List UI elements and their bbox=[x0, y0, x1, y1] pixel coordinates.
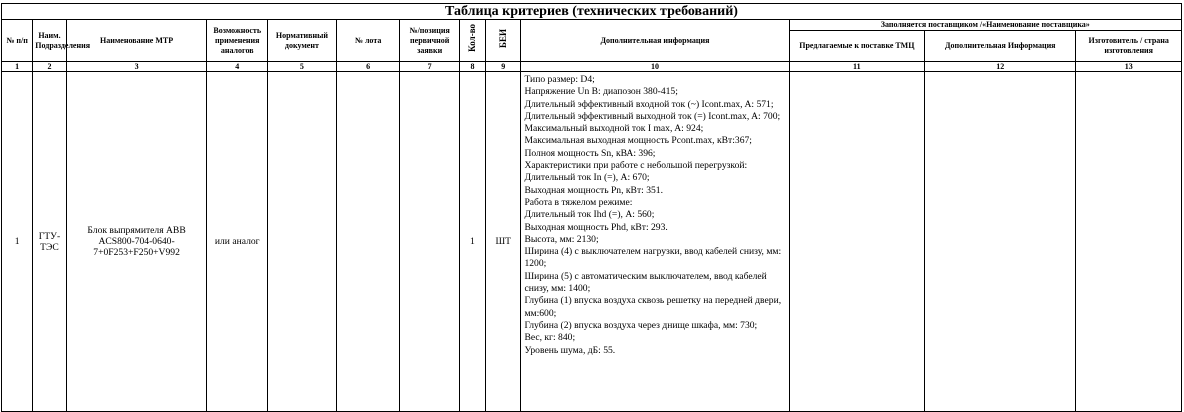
row-supplier-info[interactable] bbox=[925, 72, 1076, 412]
row-analogs: или аналог bbox=[207, 72, 268, 412]
row-num: 1 bbox=[2, 72, 33, 412]
header-division: Наим. Подразделения bbox=[33, 20, 66, 62]
column-number: 7 bbox=[400, 62, 459, 72]
column-number: 1 bbox=[2, 62, 33, 72]
row-qty: 1 bbox=[459, 72, 485, 412]
header-analogs: Возможность применения аналогов bbox=[207, 20, 268, 62]
column-number: 11 bbox=[789, 62, 925, 72]
info-line: Длительный ток In (=), А: 670; bbox=[524, 172, 650, 184]
row-position bbox=[400, 72, 459, 412]
column-numbers-row bbox=[2, 62, 1182, 72]
info-line: Выходная мощность Phd, кВт: 293. bbox=[524, 221, 668, 233]
column-number: 12 bbox=[925, 62, 1076, 72]
column-number: 9 bbox=[485, 62, 520, 72]
table-row bbox=[2, 72, 1182, 412]
row-additional-info bbox=[521, 72, 789, 412]
row-division: ГТУ-ТЭС bbox=[33, 72, 66, 412]
column-number: 6 bbox=[336, 62, 400, 72]
header-qty: Кол-во bbox=[467, 24, 478, 52]
info-line: Характеристики при работе с небольшой перегрузкой: bbox=[524, 160, 748, 172]
column-number: 13 bbox=[1076, 62, 1182, 72]
row-lot bbox=[336, 72, 400, 412]
column-number: 3 bbox=[66, 62, 207, 72]
info-line: Ширина (5) с автоматическим выключателем, ввод кабелей снизу, мм: 1400; bbox=[524, 270, 767, 295]
criteria-table bbox=[1, 3, 1182, 412]
info-line: Напряжение Un B: диапозон 380-415; bbox=[524, 86, 678, 98]
header-additional: Дополнительная информация bbox=[521, 20, 789, 62]
row-proposed[interactable] bbox=[789, 72, 925, 412]
column-number: 5 bbox=[267, 62, 336, 72]
header-manufacturer: Изготовитель / страна изготовления bbox=[1076, 31, 1182, 62]
header-proposed: Предлагаемые к поставке ТМЦ bbox=[789, 31, 925, 62]
row-mtr-name: Блок выпрямителя ABB ACS800-704-0640-7+0F253+F250+V992 bbox=[66, 72, 207, 412]
info-line: Глубина (2) впуска воздуха через днище шкафа, мм: 730; bbox=[524, 319, 758, 331]
info-line: Работа в тяжелом режиме: bbox=[524, 196, 633, 208]
column-number: 4 bbox=[207, 62, 268, 72]
header-norm-doc: Нормативный документ bbox=[267, 20, 336, 62]
row-norm-doc bbox=[267, 72, 336, 412]
info-line: Длительный ток Ihd (=), А: 560; bbox=[524, 209, 655, 221]
info-line: Глубина (1) впуска воздуха сквозь решетку на передней двери, мм:600; bbox=[524, 295, 782, 319]
header-num: № п/п bbox=[2, 20, 33, 62]
info-line: Вес, кг: 840; bbox=[524, 332, 576, 344]
info-line: Длительный эффективный входной ток (~) Icont.max, A: 571; bbox=[524, 98, 774, 110]
table-title: Таблица критериев (технических требований) bbox=[2, 4, 1182, 20]
info-line: Максимальная выходная мощность Pcont.max, кВт:367; bbox=[524, 135, 752, 147]
column-number: 10 bbox=[521, 62, 789, 72]
row-unit: ШТ bbox=[485, 72, 520, 412]
column-number: 8 bbox=[459, 62, 485, 72]
header-qty-cell bbox=[459, 20, 485, 62]
info-line: Полноя мощность Sn, кВА: 396; bbox=[524, 147, 656, 159]
header-supplier-group: Заполняется поставщиком /«Наименование поставщика» bbox=[789, 20, 1181, 31]
column-number: 2 bbox=[33, 62, 66, 72]
info-line: Типо размер: D4; bbox=[524, 74, 595, 85]
header-unit: БЕИ bbox=[498, 28, 509, 48]
header-position: №/позиция первичной заявки bbox=[400, 20, 459, 62]
info-line: Максимальный выходной ток I max, A: 924; bbox=[524, 123, 704, 135]
info-line: Уровень шума, дБ: 55. bbox=[524, 344, 616, 356]
header-supplier-info: Дополнительная Информация bbox=[925, 31, 1076, 62]
info-line: Высота, мм: 2130; bbox=[524, 233, 599, 245]
header-lot: № лота bbox=[336, 20, 400, 62]
info-line: Выходная мощность Pn, кВт: 351. bbox=[524, 184, 664, 196]
info-line: Длительный эффективный выходной ток (=) Icont.max, A: 700; bbox=[524, 110, 781, 122]
header-unit-cell bbox=[485, 20, 520, 62]
header-mtr-name: Наименование МТР bbox=[66, 20, 207, 62]
row-manufacturer[interactable] bbox=[1076, 72, 1182, 412]
info-line: Ширина (4) с выключателем нагрузки, ввод кабелей снизу, мм: 1200; bbox=[524, 246, 782, 270]
